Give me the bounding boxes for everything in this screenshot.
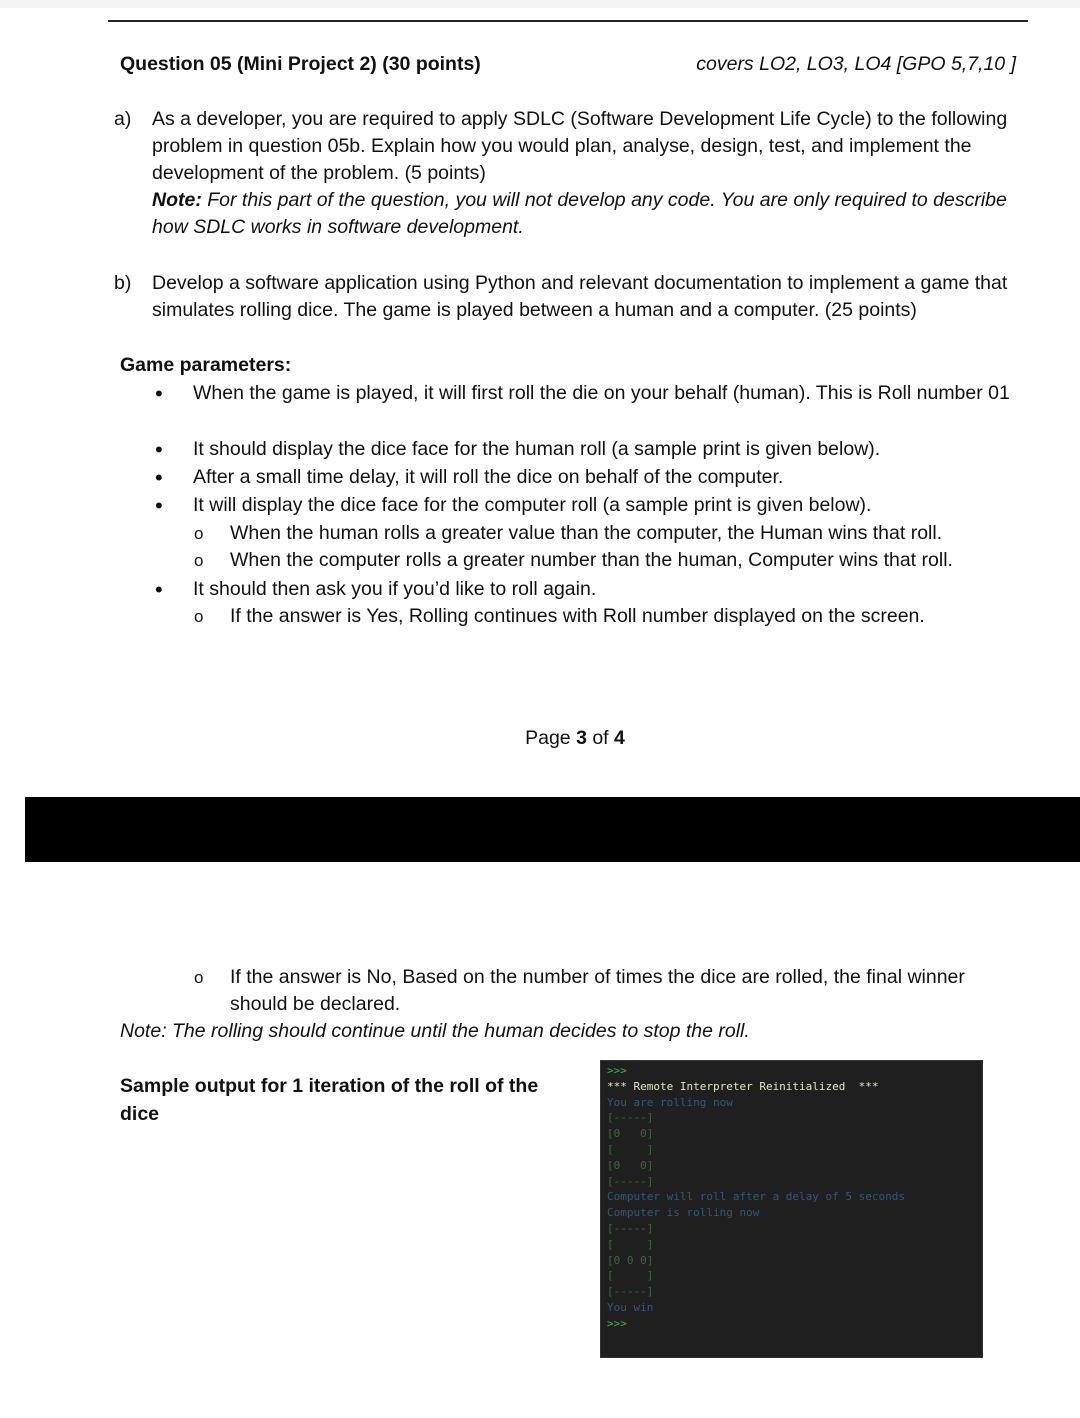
rolling-note: Note: The rolling should continue until the human decides to stop the roll. (120, 1020, 750, 1042)
page-break-bar (25, 797, 1080, 862)
learning-outcomes: covers LO2, LO3, LO4 [GPO 5,7,10 ] (696, 53, 1016, 75)
bullet-item: • It will display the dice face for the computer roll (a sample print is given below). (193, 492, 1013, 519)
total-pages: 4 (614, 727, 625, 749)
console-dice-line: [-----] (607, 1221, 654, 1235)
console-dice-line: [-----] (607, 1111, 654, 1125)
console-line: *** Remote Interpreter Reinitialized *** (607, 1079, 879, 1093)
console-prompt: >>> (607, 1064, 627, 1077)
game-parameters-heading: Game parameters: (120, 354, 292, 376)
console-line: Computer will roll after a delay of 5 seconds (607, 1190, 906, 1204)
question-title: Question 05 (Mini Project 2) (30 points) (120, 53, 481, 75)
console-dice-line: [0 0] (607, 1127, 654, 1141)
part-a-note-text: For this part of the question, you will not develop any code. You are only required to describe how SDLC works in software development. (152, 189, 1007, 238)
console-dice-line: [0 0] (607, 1158, 654, 1172)
part-b (114, 270, 1014, 324)
header-rule (108, 20, 1028, 22)
part-a-label: a) (114, 108, 132, 130)
part-b-text: Develop a software application using Python and relevant documentation to implement a game that simulates rolling dice. The game is played between a human and a computer. (25 points) (152, 272, 1008, 321)
console-screenshot (600, 1060, 983, 1358)
sample-output-label: Sample output for 1 iteration of the roll of the dice (120, 1075, 539, 1125)
bullet-item: • When the game is played, it will first roll the die on your behalf (human). This is Roll number 01 (193, 380, 1013, 407)
console-dice-line: [ ] (607, 1269, 654, 1283)
console-line: You win (607, 1300, 654, 1314)
console-dice-line: [ ] (607, 1237, 654, 1251)
sub-bullet-item: o When the human rolls a greater value than the computer, the Human wins that roll. (230, 520, 1030, 547)
part-a-text: As a developer, you are required to apply SDLC (Software Development Life Cycle) to the following problem in question 05b. Explain how you would plan, analyse, design, test, and implement the development of the problem. (5 points) (152, 108, 1008, 184)
bullet-item: • After a small time delay, it will roll the dice on behalf of the computer. (193, 464, 1013, 491)
part-a-note-label: Note: (152, 189, 202, 211)
sub-bullet-item: o If the answer is Yes, Rolling continues with Roll number displayed on the screen. (230, 603, 1030, 630)
console-dice-line: [ ] (607, 1142, 654, 1156)
console-line: You are rolling now (607, 1095, 733, 1109)
current-page: 3 (576, 727, 587, 749)
part-a (114, 106, 1014, 241)
console-line: Computer is rolling now (607, 1206, 760, 1220)
page-top-strip (0, 0, 1080, 8)
bullet-item: • It should display the dice face for the human roll (a sample print is given below). (193, 436, 1013, 463)
page-number: Page 3 of 4 (525, 727, 625, 749)
bullet-item: • It should then ask you if you’d like to roll again. (193, 576, 1013, 603)
console-dice-line: [0 0 0] (607, 1253, 654, 1267)
sub-bullet-item: o If the answer is No, Based on the number of times the dice are rolled, the final winner should be declared. (230, 964, 1020, 1018)
console-dice-line: [-----] (607, 1174, 654, 1188)
console-prompt: >>> (607, 1316, 627, 1330)
sub-bullet-item: o When the computer rolls a greater number than the human, Computer wins that roll. (230, 547, 1030, 574)
console-dice-line: [-----] (607, 1285, 654, 1299)
part-b-label: b) (114, 272, 132, 294)
